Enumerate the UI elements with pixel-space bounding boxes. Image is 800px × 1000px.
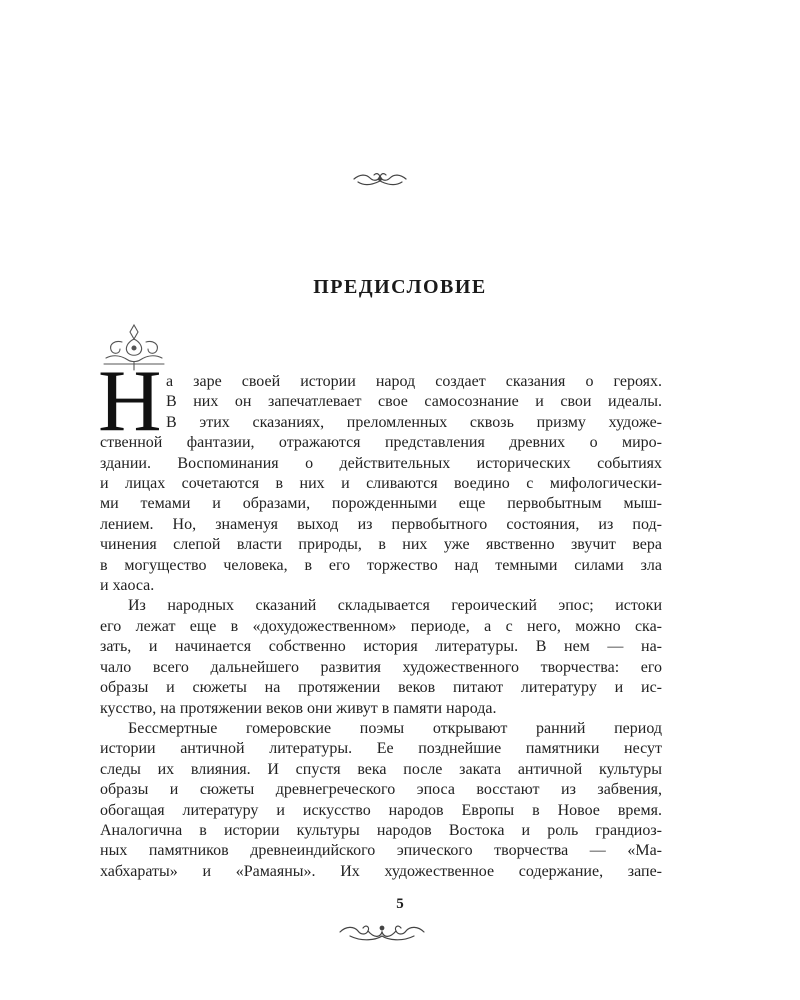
- top-flourish-ornament: [350, 166, 410, 190]
- text-line: и лицах сочетаются в них и сливаются воедино с мифологически-: [100, 475, 662, 493]
- bottom-flourish-ornament: [336, 918, 428, 944]
- text-line: и хаоса.: [100, 577, 155, 595]
- paragraph-2: [100, 596, 662, 718]
- text-line: ных памятников древнеиндийского эпического творчества — «Ма-: [100, 842, 662, 860]
- paragraph-3: [100, 719, 662, 882]
- text-line: Аналогична в истории культуры народов Востока и роль грандиоз-: [100, 821, 662, 839]
- text-line: хабхараты» и «Рамаяны». Их художественное содержание, запе-: [100, 862, 662, 880]
- text-line: В них он запечатлевает свое самосознание и свои идеалы.: [166, 393, 662, 411]
- body-text: [100, 372, 662, 882]
- text-line: Из народных сказаний складывается героический эпос; истоки: [128, 597, 662, 615]
- text-line: здании. Воспоминания о действительных исторических событиях: [100, 454, 662, 472]
- text-line: истории античной литературы. Ее позднейшие памятники несут: [100, 740, 662, 758]
- text-line: образы и сюжеты древнегреческого эпоса восстают из забвения,: [100, 781, 662, 799]
- text-line: Бессмертные гомеровские поэмы открывают ранний период: [128, 719, 662, 737]
- text-line: а заре своей истории народ создает сказания о героях.: [166, 373, 662, 390]
- page-number: 5: [396, 896, 404, 912]
- page-title: ПРЕДИСЛОВИЕ: [313, 276, 487, 298]
- text-line: чинения слепой власти природы, в них уже явственно звучит вера: [100, 536, 662, 554]
- drop-cap-letter: Н: [98, 353, 162, 450]
- text-line: ственной фантазии, отражаются представления древних о миро-: [100, 434, 662, 452]
- text-line: образы и сюжеты на протяжении веков питают литературу и ис-: [100, 679, 662, 697]
- text-line: его лежат еще в «дохудожественном» периоде, а с него, можно ска-: [100, 617, 662, 635]
- text-line: обогащая литературу и искусство народов Европы в Новое время.: [100, 801, 662, 819]
- text-line: ми темами и образами, порожденными еще первобытным мыш-: [100, 495, 662, 513]
- text-line: В этих сказаниях, преломленных сквозь призму художе-: [166, 413, 662, 431]
- text-line: лением. Но, знаменуя выход из первобытного состояния, из под-: [100, 515, 662, 533]
- text-line: в могущество человека, в его торжество над темными силами зла: [100, 556, 662, 574]
- paragraph-1: [100, 372, 662, 596]
- text-line: кусство, на протяжении веков они живут в памяти народа.: [100, 699, 497, 717]
- text-line: чало всего дальнейшего развития художественного творчества: его: [100, 658, 662, 676]
- text-line: следы их влияния. И спустя века после заката античной культуры: [100, 760, 662, 778]
- text-line: зать, и начинается собственно история литературы. В нем — на-: [100, 638, 662, 656]
